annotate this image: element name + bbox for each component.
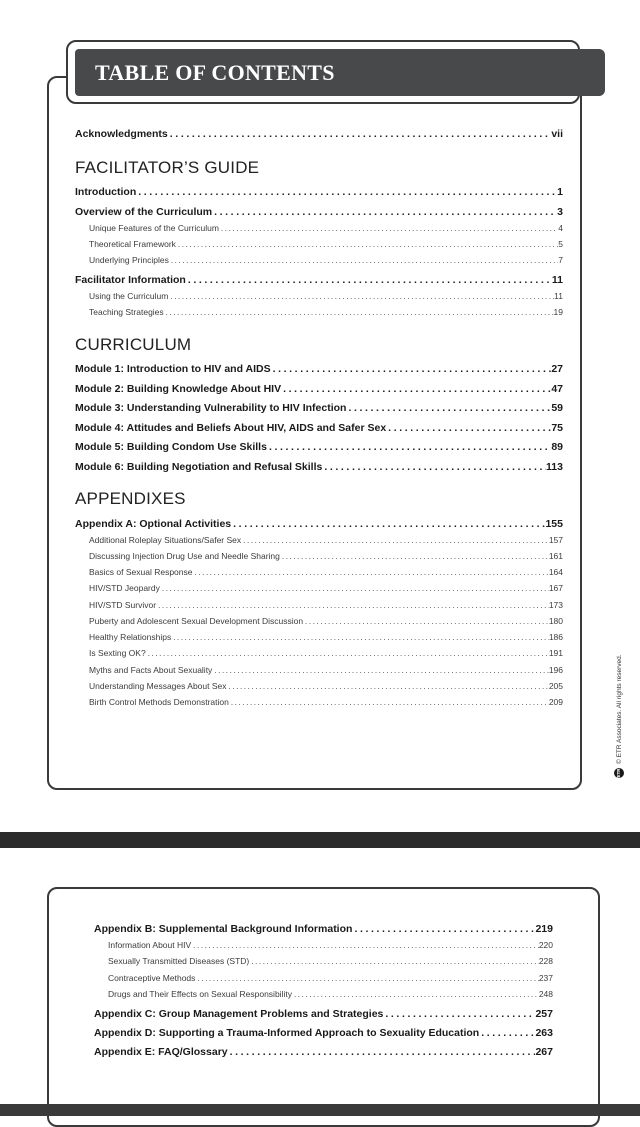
- toc-subentry[interactable]: Sexually Transmitted Diseases (STD) ..... 228: [108, 956, 553, 966]
- toc-subentry[interactable]: Additional Roleplay Situations/Safer Sex ..... 157: [89, 535, 563, 545]
- toc-entry-module[interactable]: Module 2: Building Knowledge About HIV ..... 47: [75, 383, 563, 395]
- toc-entry-appendix-d[interactable]: Appendix D: Supporting a Trauma-Informed Approach to Sexuality Education ..... 263: [94, 1027, 553, 1039]
- toc-subentry[interactable]: Contraceptive Methods ..... 237: [108, 973, 553, 983]
- toc-subentry[interactable]: Using the Curriculum ..... 11: [89, 291, 563, 301]
- page-title: TABLE OF CONTENTS: [95, 60, 335, 85]
- toc-subentry[interactable]: Information About HIV ..... 220: [108, 940, 553, 950]
- toc-entry-module[interactable]: Module 3: Understanding Vulnerability to HIV Infection ..... 59: [75, 402, 563, 414]
- toc-entry-module[interactable]: Module 4: Attitudes and Beliefs About HIV, AIDS and Safer Sex ..... 75: [75, 422, 563, 434]
- toc-subentry[interactable]: Teaching Strategies ..... 19: [89, 307, 563, 317]
- toc-entry-overview[interactable]: Overview of the Curriculum ..... 3: [75, 206, 563, 218]
- toc-entry-facilitator-information[interactable]: Facilitator Information ..... 11: [75, 274, 563, 286]
- toc-subentry[interactable]: Drugs and Their Effects on Sexual Responsibility ..... 248: [108, 989, 553, 999]
- toc-subentry[interactable]: Healthy Relationships ..... 186: [89, 632, 563, 642]
- copyright-text: © ETR Associates. All rights reserved.: [615, 654, 623, 764]
- toc-subentry[interactable]: HIV/STD Jeopardy ..... 167: [89, 583, 563, 593]
- toc-entry-acknowledgments[interactable]: Acknowledgments ..... vii: [75, 128, 563, 140]
- toc-subentry[interactable]: Understanding Messages About Sex ..... 205: [89, 681, 563, 691]
- page-separator: [0, 832, 640, 848]
- toc-subentry[interactable]: Discussing Injection Drug Use and Needle Sharing ..... 161: [89, 551, 563, 561]
- toc-subentry[interactable]: Myths and Facts About Sexuality ..... 196: [89, 665, 563, 675]
- toc-entry-introduction[interactable]: Introduction ..... 1: [75, 186, 563, 198]
- toc-subentry[interactable]: Unique Features of the Curriculum ..... 4: [89, 223, 563, 233]
- bottom-page-edge: [0, 1104, 640, 1116]
- toc-subentry[interactable]: Birth Control Methods Demonstration ..... 209: [89, 697, 563, 707]
- section-heading-facilitators-guide: FACILITATOR’S GUIDE: [75, 158, 260, 177]
- copyright-notice: [614, 654, 624, 778]
- toc-subentry[interactable]: Puberty and Adolescent Sexual Development Discussion ..... 180: [89, 616, 563, 626]
- toc-entry-appendix-b[interactable]: Appendix B: Supplemental Background Information ..... 219: [94, 923, 553, 935]
- toc-entry-appendix-a[interactable]: Appendix A: Optional Activities ..... 155: [75, 518, 563, 530]
- section-heading-curriculum: CURRICULUM: [75, 335, 192, 354]
- toc-subentry[interactable]: Theoretical Framework ..... 5: [89, 239, 563, 249]
- toc-entry-module[interactable]: Module 6: Building Negotiation and Refusal Skills ..... 113: [75, 461, 563, 473]
- toc-entry-appendix-e[interactable]: Appendix E: FAQ/Glossary ..... 267: [94, 1046, 553, 1058]
- toc-subentry[interactable]: Basics of Sexual Response ..... 164: [89, 567, 563, 577]
- toc-subentry[interactable]: Is Sexting OK? ..... 191: [89, 648, 563, 658]
- title-banner: [75, 49, 605, 96]
- toc-entry-appendix-c[interactable]: Appendix C: Group Management Problems and Strategies ..... 257: [94, 1008, 553, 1020]
- toc-entry-module[interactable]: Module 5: Building Condom Use Skills ..... 89: [75, 441, 563, 453]
- section-heading-appendixes: APPENDIXES: [75, 489, 186, 508]
- etr-logo-icon: ETR: [614, 768, 624, 778]
- toc-subentry[interactable]: Underlying Principles ..... 7: [89, 255, 563, 265]
- toc-entry-module[interactable]: Module 1: Introduction to HIV and AIDS ..... 27: [75, 363, 563, 375]
- toc-subentry[interactable]: HIV/STD Survivor ..... 173: [89, 600, 563, 610]
